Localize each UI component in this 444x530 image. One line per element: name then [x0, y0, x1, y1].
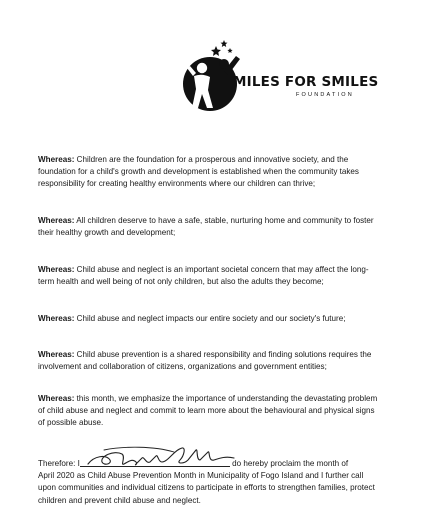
whereas-paragraph-6 — [38, 393, 430, 430]
paragraph-line: foundation for a child's growth and development is established when the community takes — [38, 167, 359, 177]
proclamation-prefix: Therefore: I — [38, 459, 80, 468]
whereas-paragraph-4 — [38, 313, 430, 325]
stars-icon — [211, 40, 233, 56]
whereas-paragraph-5 — [38, 349, 430, 373]
paragraph-line: responsibility for creating healthy environments where our children can thrive; — [38, 179, 316, 189]
whereas-label: Whereas: — [38, 314, 75, 323]
paragraph-line: of possible abuse. — [38, 418, 104, 428]
paragraph-line: Whereas: Child abuse prevention is a shared responsibility and finding solutions requires the — [38, 350, 372, 359]
whereas-label: Whereas: — [38, 155, 75, 164]
paragraph-line: upon communities and individual citizens to participate in efforts to strengthen families, protect — [38, 483, 375, 493]
whereas-label: Whereas: — [38, 350, 75, 359]
paragraph-line: Whereas: Child abuse and neglect impacts our entire society and our society's future; — [38, 314, 346, 323]
paragraph-line: Whereas: Children are the foundation for a prosperous and innovative society, and the — [38, 155, 349, 164]
figures-icon — [183, 56, 240, 111]
paragraph-line: Whereas: Child abuse and neglect is an important societal concern that may affect the long- — [38, 265, 369, 274]
paragraph-line: Whereas: this month, we emphasize the importance of understanding the devastating problem — [38, 394, 378, 403]
paragraph-line: term health and well being of not only children, but also the adults they become; — [38, 277, 324, 287]
logo-subtitle: FOUNDATION — [296, 92, 354, 98]
whereas-label: Whereas: — [38, 216, 75, 225]
whereas-label: Whereas: — [38, 394, 75, 403]
paragraph-line: of child abuse and neglect and commit to learn more about the behavioural and physical signs — [38, 406, 375, 416]
proclamation-suffix: do hereby proclaim the month of — [229, 459, 349, 468]
logo-title: MILES FOR SMILES — [233, 74, 379, 90]
handwritten-signature — [84, 442, 242, 472]
paragraph-line: Whereas: All children deserve to have a safe, stable, nurturing home and community to foster — [38, 216, 374, 225]
paragraph-line: their healthy growth and development; — [38, 228, 176, 238]
paragraph-line: April 2020 as Child Abuse Prevention Month in Municipality of Fogo Island and I further call — [38, 471, 364, 481]
whereas-paragraph-1 — [38, 154, 430, 191]
paragraph-line: children and prevent child abuse and neglect. — [38, 495, 201, 505]
whereas-label: Whereas: — [38, 265, 75, 274]
whereas-paragraph-3 — [38, 264, 430, 288]
paragraph-line: involvement and collaboration of citizens, organizations and government entities; — [38, 362, 327, 372]
whereas-paragraph-2 — [38, 215, 430, 239]
